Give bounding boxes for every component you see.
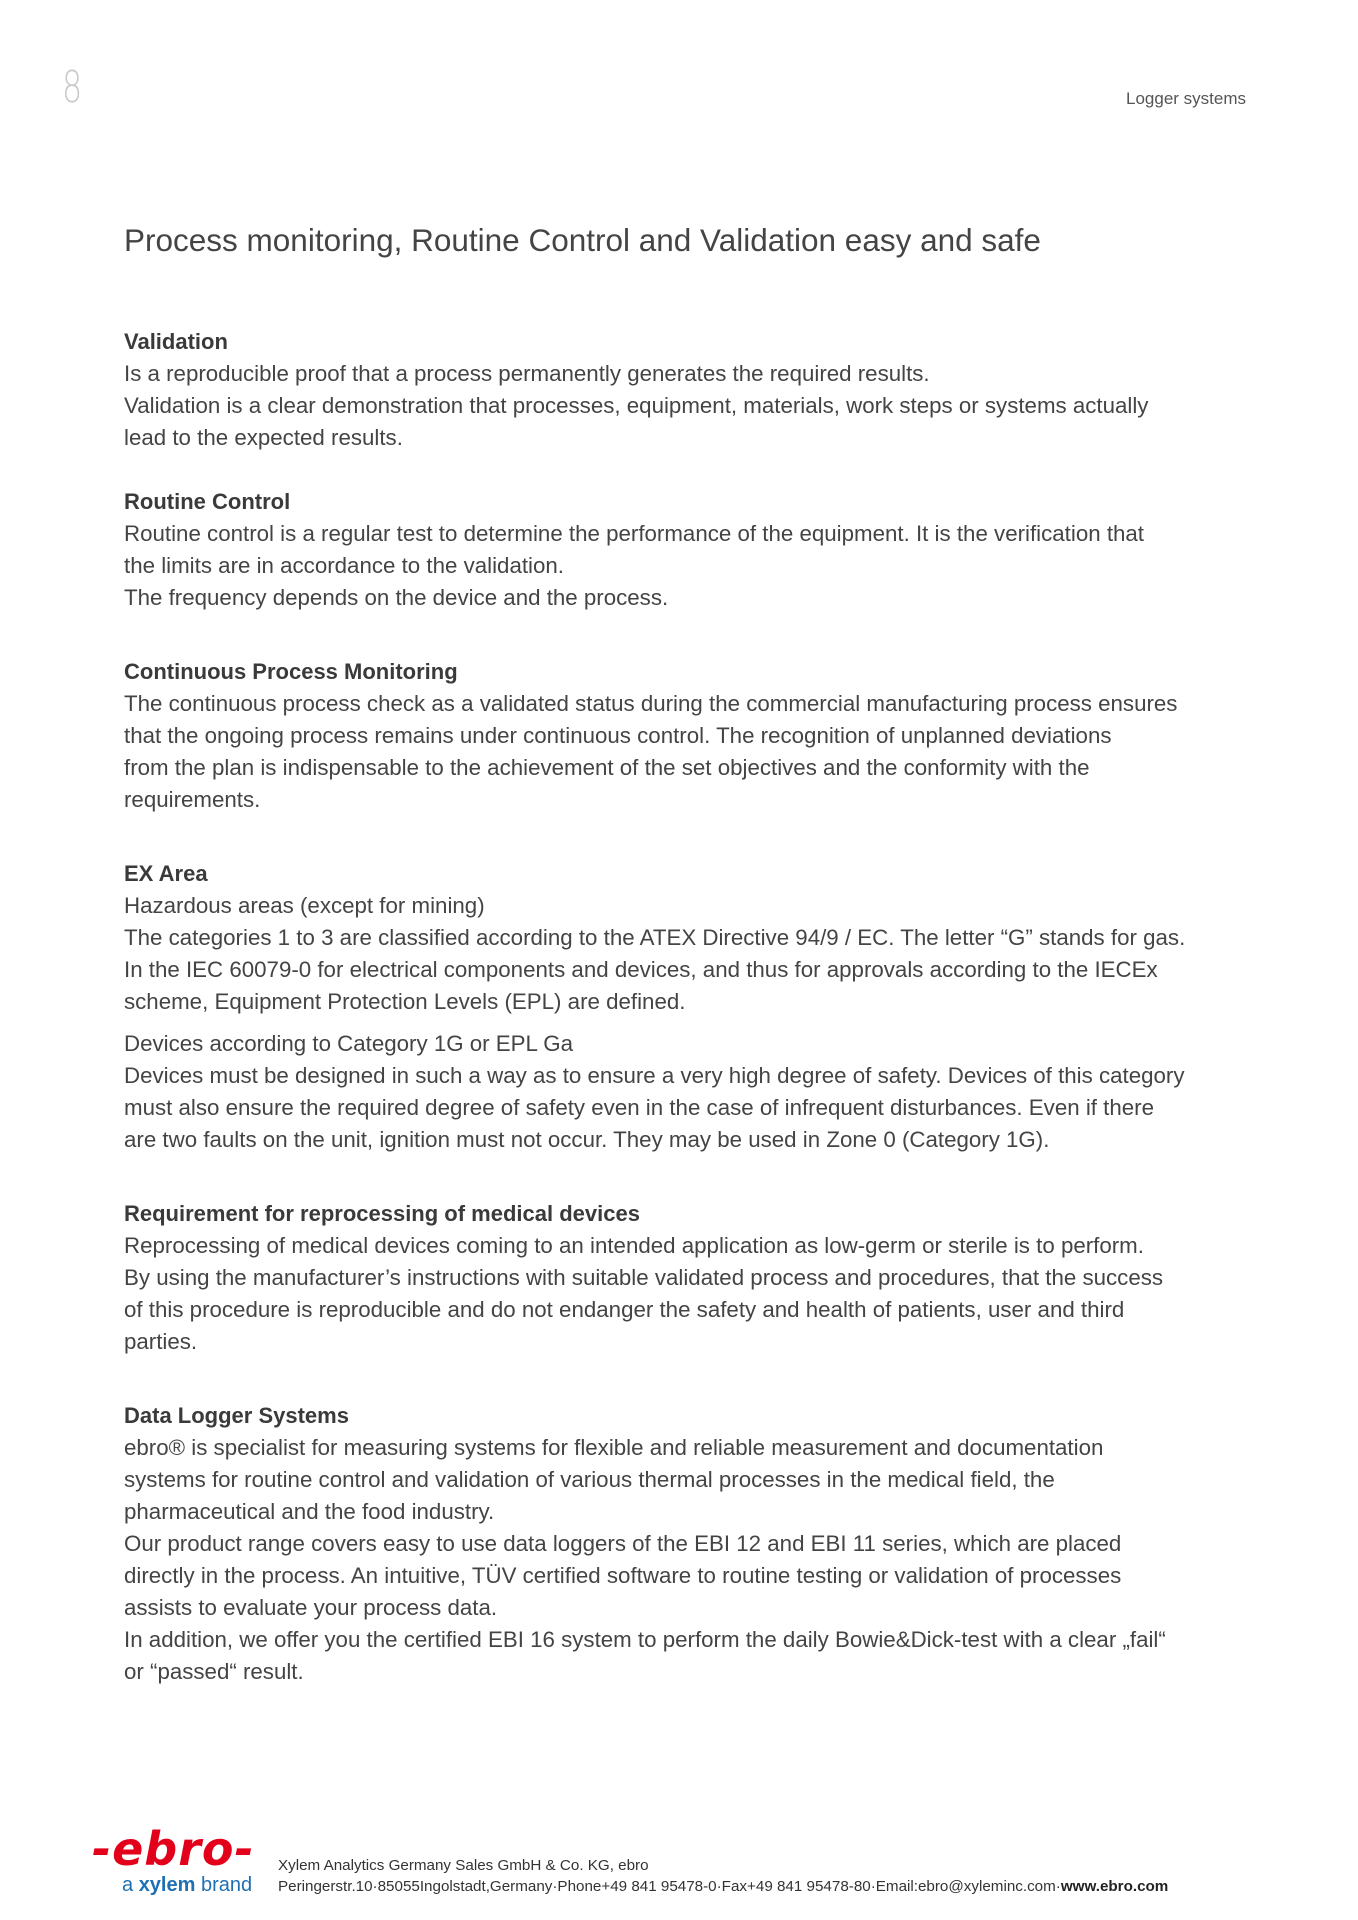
page-number: 8 (62, 62, 82, 113)
website-link[interactable]: www.ebro.com (1060, 1878, 1169, 1895)
text-line: Validation is a clear demonstration that processes, equipment, materials, work steps or systems actually (124, 393, 1149, 418)
address-line (278, 1876, 1168, 1897)
text-line: parties. (124, 1329, 198, 1354)
section-validation (124, 326, 1254, 454)
section-heading: Data Logger Systems (124, 1403, 349, 1428)
tagline-brand: xylem (138, 1874, 196, 1896)
text-line: pharmaceutical and the food industry. (124, 1499, 495, 1524)
text-line: that the ongoing process remains under continuous control. The recognition of unplanned deviations (124, 723, 1112, 748)
tagline-suffix: brand (195, 1874, 253, 1896)
company-line: Xylem Analytics Germany Sales GmbH & Co. KG, ebro (278, 1857, 649, 1874)
footer-contact (278, 1855, 1168, 1897)
text-line: The categories 1 to 3 are classified according to the ATEX Directive 94/9 / EC. The letter “G” stands for gas. (124, 925, 1186, 950)
text-line: The frequency depends on the device and the process. (124, 585, 669, 610)
text-line: must also ensure the required degree of safety even in the case of infrequent disturbances. Even if there (124, 1095, 1154, 1120)
running-header: Logger systems (1126, 89, 1246, 108)
text-line: By using the manufacturer’s instructions with suitable validated process and procedures, that the success (124, 1265, 1164, 1290)
text-line: Is a reproducible proof that a process permanently generates the required results. (124, 361, 930, 386)
section-heading: EX Area (124, 861, 208, 886)
text-line: systems for routine control and validation of various thermal processes in the medical field, the (124, 1467, 1055, 1492)
text-line: are two faults on the unit, ignition must not occur. They may be used in Zone 0 (Category 1G). (124, 1127, 1050, 1152)
section-reprocessing (124, 1198, 1254, 1358)
ebro-logo (92, 1822, 267, 1896)
text-line: the limits are in accordance to the validation. (124, 553, 564, 578)
section-ex-area (124, 858, 1254, 1156)
text-line: Devices must be designed in such a way as to ensure a very high degree of safety. Devices of this category (124, 1063, 1185, 1088)
text-line: lead to the expected results. (124, 425, 403, 450)
text-line: scheme, Equipment Protection Levels (EPL) are defined. (124, 989, 686, 1014)
text-line: requirements. (124, 787, 261, 812)
text-line: In the IEC 60079-0 for electrical components and devices, and thus for approvals according to the IECEx (124, 957, 1158, 982)
address-text: Peringerstr.10·85055Ingolstadt,Germany·Phone+49 841 95478-0·Fax+49 841 95478-80·Email:ebro@xyleminc.com· (278, 1878, 1061, 1895)
section-heading: Validation (124, 329, 228, 354)
tagline-prefix: a (122, 1874, 139, 1896)
page-title: Process monitoring, Routine Control and Validation easy and safe (124, 222, 1041, 258)
text-line: of this procedure is reproducible and do not endanger the safety and health of patients, user and third (124, 1297, 1125, 1322)
text-line: directly in the process. An intuitive, TÜV certified software to routine testing or validation of processes (124, 1563, 1122, 1588)
text-line: Devices according to Category 1G or EPL Ga (124, 1031, 574, 1056)
text-line: Hazardous areas (except for mining) (124, 893, 485, 918)
text-line: Reprocessing of medical devices coming to an intended application as low-germ or sterile is to perform. (124, 1233, 1144, 1258)
text-line: assists to evaluate your process data. (124, 1595, 498, 1620)
section-heading: Requirement for reprocessing of medical devices (124, 1201, 640, 1226)
text-line: Our product range covers easy to use data loggers of the EBI 12 and EBI 11 series, which are placed (124, 1531, 1122, 1556)
section-data-logger-systems (124, 1400, 1254, 1688)
text-line: from the plan is indispensable to the achievement of the set objectives and the conformity with the (124, 755, 1090, 780)
text-line: In addition, we offer you the certified EBI 16 system to perform the daily Bowie&Dick-test with a clear „fail“ (124, 1627, 1166, 1652)
text-line: or “passed“ result. (124, 1659, 304, 1684)
section-heading: Routine Control (124, 489, 291, 514)
text-line: Routine control is a regular test to determine the performance of the equipment. It is the verification that (124, 521, 1145, 546)
main-content (124, 326, 1254, 1688)
text-line: The continuous process check as a validated status during the commercial manufacturing process ensures (124, 691, 1178, 716)
section-continuous-monitoring (124, 656, 1254, 816)
section-routine-control (124, 486, 1254, 614)
text-line: ebro® is specialist for measuring systems for flexible and reliable measurement and documentation (124, 1435, 1104, 1460)
logo-wordmark: -ebro- (92, 1822, 255, 1876)
logo-tagline (122, 1874, 267, 1896)
section-heading: Continuous Process Monitoring (124, 659, 458, 684)
